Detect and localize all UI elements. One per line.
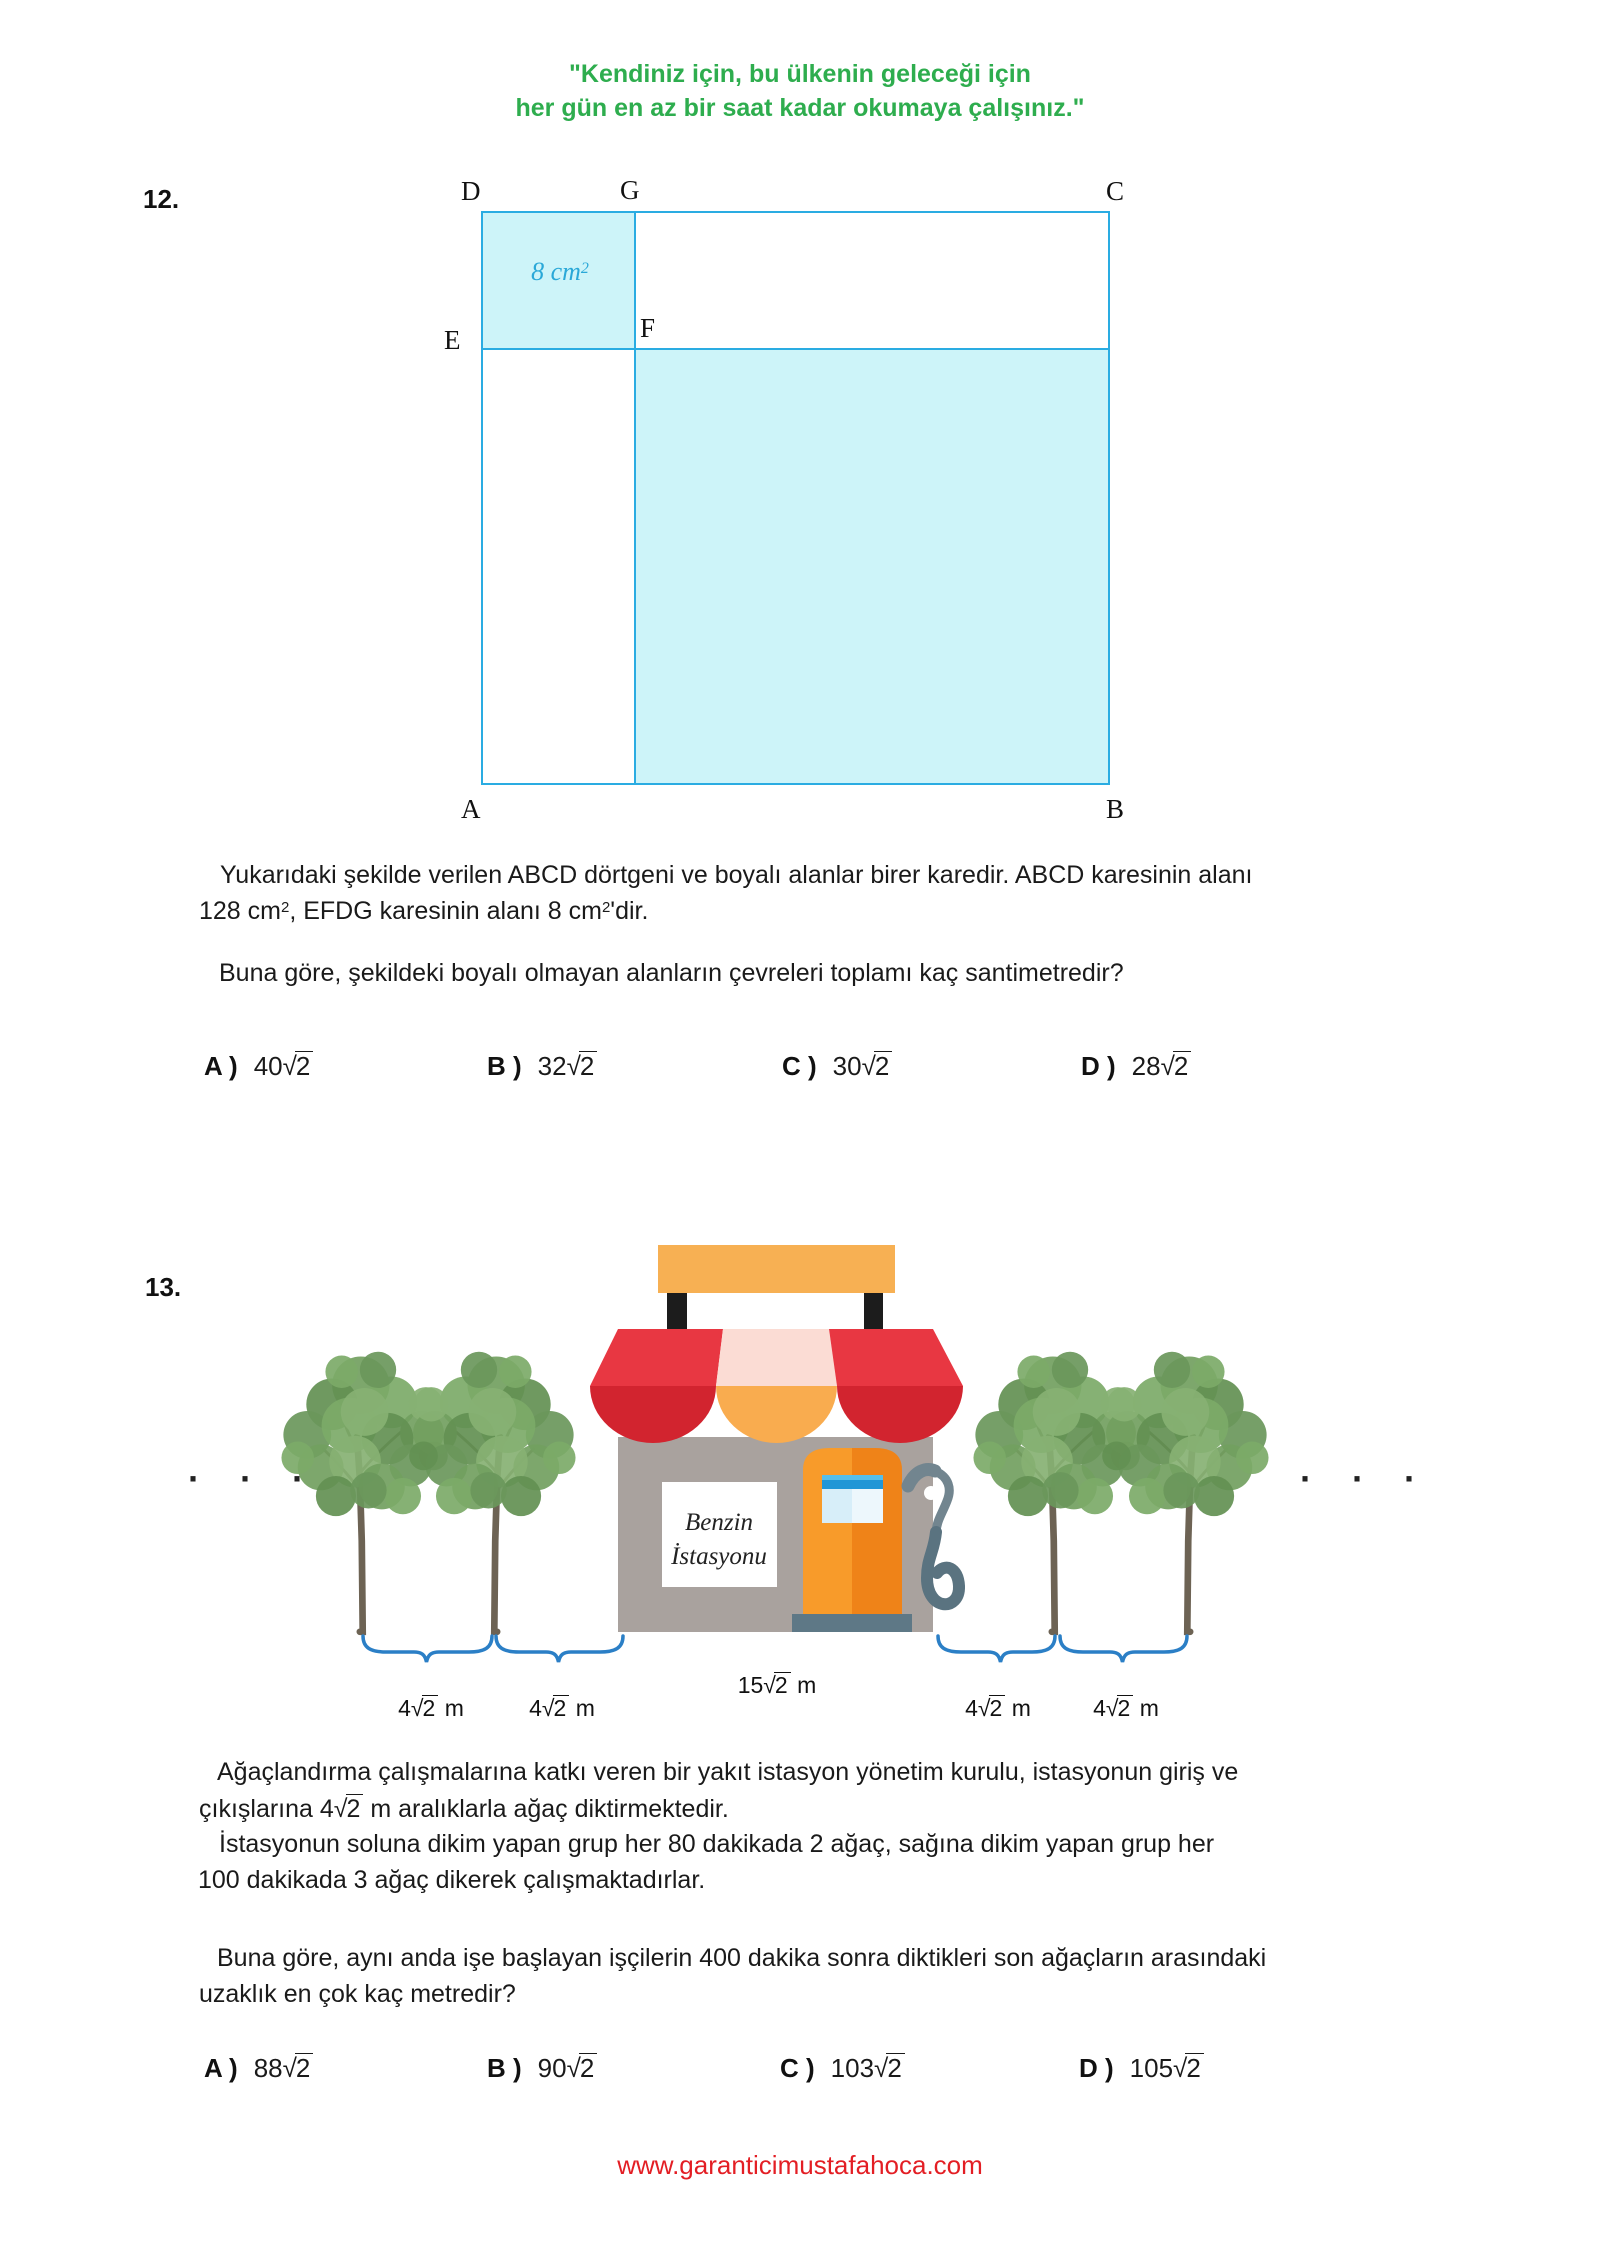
vertex-label-b: B: [1106, 794, 1125, 824]
tree-icon-4: [1102, 1352, 1268, 1632]
gap3-coef: 4√: [965, 1695, 991, 1721]
q12-option-c: [782, 1051, 892, 1082]
q13-l2-radicand: 2: [346, 1794, 364, 1823]
vertex-label-c: C: [1106, 176, 1125, 206]
q13-option-d-letter: D ): [1079, 2053, 1114, 2083]
pump-screen-header-highlight: [822, 1475, 883, 1480]
q13-option-b-radicand: 2: [579, 2053, 597, 2083]
q12-option-b: [487, 1051, 597, 1082]
q12-l2-sup2: 2: [601, 899, 611, 916]
awning-scallop-left: [590, 1386, 716, 1443]
question-12-number: 12.: [143, 184, 180, 214]
q12-l2-c: 'dir.: [610, 897, 649, 925]
q12-question-line: Buna göre, şekildeki boyalı olmayan alanların çevreleri toplamı kaç santimetredir?: [219, 959, 1124, 987]
q12-l2-a: 128 cm: [199, 897, 281, 925]
gap1-radicand: 2: [422, 1695, 439, 1722]
q13-option-c-coef: 103√: [830, 2053, 889, 2083]
station-name-line2: İstasyonu: [671, 1543, 767, 1570]
gap2-radicand: 2: [553, 1695, 570, 1722]
q13-option-b-letter: B ): [487, 2053, 522, 2083]
q12-l2-sup1: 2: [280, 899, 290, 916]
q13-option-a-coef: 88√: [253, 2053, 297, 2083]
gap4-radicand: 2: [1117, 1695, 1134, 1722]
area-label-8cm2: [501, 257, 619, 287]
width-coef: 15√: [737, 1672, 776, 1698]
pump-body-right: [852, 1448, 902, 1614]
segment-gf-vertical: [634, 213, 636, 783]
tree-icon-2: [409, 1352, 575, 1632]
sign-post-right: [864, 1293, 883, 1331]
brace-gap-3: [938, 1636, 1055, 1662]
pump-hose-icon: [927, 1532, 959, 1604]
gap2-unit: m: [569, 1695, 595, 1721]
q13-option-d-radicand: 2: [1185, 2053, 1203, 2083]
square-figure-abcd: [444, 175, 1125, 824]
q13-option-d-coef: 105√: [1129, 2053, 1188, 2083]
brace-gap-1: [363, 1636, 492, 1662]
brace-gap-2: [496, 1636, 623, 1662]
q13-option-b: [487, 2053, 597, 2084]
station-name-line1: Benzin: [684, 1509, 754, 1536]
q12-option-d: [1081, 1051, 1191, 1082]
station-width-label: [697, 1672, 857, 1699]
q13-question-line-2: uzaklık en çok kaç metredir?: [199, 1980, 516, 2008]
q13-option-d: [1079, 2053, 1204, 2084]
area-value: 8 cm: [531, 257, 581, 286]
gap1-unit: m: [438, 1695, 464, 1721]
area-superscript: 2: [580, 260, 589, 277]
q13-option-c-radicand: 2: [886, 2053, 904, 2083]
q12-option-c-coef: 30√: [832, 1051, 876, 1081]
q13-text-line-3: İstasyonun soluna dikim yapan grup her 80 dakikada 2 ağaç, sağına dikim yapan grup her: [219, 1830, 1215, 1858]
website-url: www.garanticimustafahoca.com: [617, 2150, 983, 2180]
gas-station-illustration: [180, 1240, 1410, 1700]
q12-option-d-radicand: 2: [1173, 1051, 1191, 1081]
gap-label-3: [938, 1695, 1058, 1722]
q12-option-d-coef: 28√: [1131, 1051, 1175, 1081]
q13-option-a-radicand: 2: [295, 2053, 313, 2083]
q12-option-c-letter: C ): [782, 1051, 817, 1081]
q12-option-b-radicand: 2: [579, 1051, 597, 1081]
q12-option-a-radicand: 2: [295, 1051, 313, 1081]
vertex-label-d: D: [461, 176, 481, 206]
q12-text-line-1: Yukarıdaki şekilde verilen ABCD dörtgeni ve boyalı alanlar birer karedir. ABCD karesinin alanı: [220, 861, 1253, 889]
q12-l2-b: , EFDG karesinin alanı 8 cm: [289, 897, 602, 925]
vertex-label-f: F: [640, 313, 656, 343]
q13-option-c: [780, 2053, 905, 2084]
q13-l2-a: çıkışlarına 4√: [199, 1795, 348, 1823]
q13-l2-b: m aralıklarla ağaç diktirmektedir.: [363, 1795, 729, 1823]
awning-center: [716, 1329, 837, 1386]
q13-text-line-1: Ağaçlandırma çalışmalarına katkı veren bir yakıt istasyon yönetim kurulu, istasyonun giriş ve: [217, 1758, 1239, 1786]
quote-line-2: her gün en az bir saat kadar okumaya çalışınız.": [515, 94, 1085, 122]
gap4-coef: 4√: [1093, 1695, 1119, 1721]
pump-body-left: [803, 1448, 852, 1614]
vertex-label-e: E: [444, 325, 461, 355]
ellipsis-left: · · ·: [188, 1458, 319, 1499]
q13-option-b-coef: 90√: [537, 2053, 581, 2083]
quote-line-1: "Kendiniz için, bu ülkenin geleceği için: [569, 60, 1031, 88]
vertex-label-g: G: [620, 175, 640, 205]
awning-right: [829, 1329, 963, 1386]
q13-option-a-letter: A ): [204, 2053, 238, 2083]
q12-option-a-letter: A ): [204, 1051, 238, 1081]
q13-option-c-letter: C ): [780, 2053, 815, 2083]
q12-option-b-letter: B ): [487, 1051, 522, 1081]
shaded-square-fb: [636, 350, 1108, 783]
q12-option-a-coef: 40√: [253, 1051, 297, 1081]
gap-label-1: [371, 1695, 491, 1722]
awning-scallop-center: [716, 1386, 837, 1443]
width-radicand: 2: [774, 1672, 791, 1699]
q12-option-d-letter: D ): [1081, 1051, 1116, 1081]
vertex-label-a: A: [461, 794, 481, 824]
q13-text-line-4: 100 dakikada 3 ağaç dikerek çalışmaktadırlar.: [198, 1866, 706, 1894]
segment-ef-horizontal: [483, 348, 1108, 350]
station-sign-board: [658, 1245, 895, 1293]
gap-label-4: [1066, 1695, 1186, 1722]
gap4-unit: m: [1133, 1695, 1159, 1721]
sign-post-left: [667, 1293, 687, 1331]
question-13-number: 13.: [145, 1272, 182, 1302]
pump-base: [792, 1614, 912, 1632]
ellipsis-right: · · ·: [1300, 1458, 1431, 1499]
brace-gap-4: [1060, 1636, 1187, 1662]
gap3-unit: m: [1005, 1695, 1031, 1721]
gap3-radicand: 2: [989, 1695, 1006, 1722]
q12-option-c-radicand: 2: [874, 1051, 892, 1081]
gap-label-2: [502, 1695, 622, 1722]
q12-text-line-2: [199, 897, 648, 926]
q13-text-line-2: [199, 1794, 729, 1824]
awning-scallop-right: [837, 1386, 963, 1443]
awning-left: [590, 1329, 723, 1386]
width-unit: m: [790, 1672, 817, 1698]
q13-option-a: [204, 2053, 313, 2084]
nozzle-hole: [924, 1486, 938, 1500]
distance-braces: [363, 1636, 1187, 1662]
gap1-coef: 4√: [398, 1695, 424, 1721]
gap2-coef: 4√: [529, 1695, 555, 1721]
q12-option-a: [204, 1051, 313, 1082]
pump-screen-shade: [822, 1489, 852, 1523]
q13-question-line-1: Buna göre, aynı anda işe başlayan işçilerin 400 dakika sonra diktikleri son ağaçların arasındaki: [217, 1944, 1267, 1972]
q12-option-b-coef: 32√: [537, 1051, 581, 1081]
